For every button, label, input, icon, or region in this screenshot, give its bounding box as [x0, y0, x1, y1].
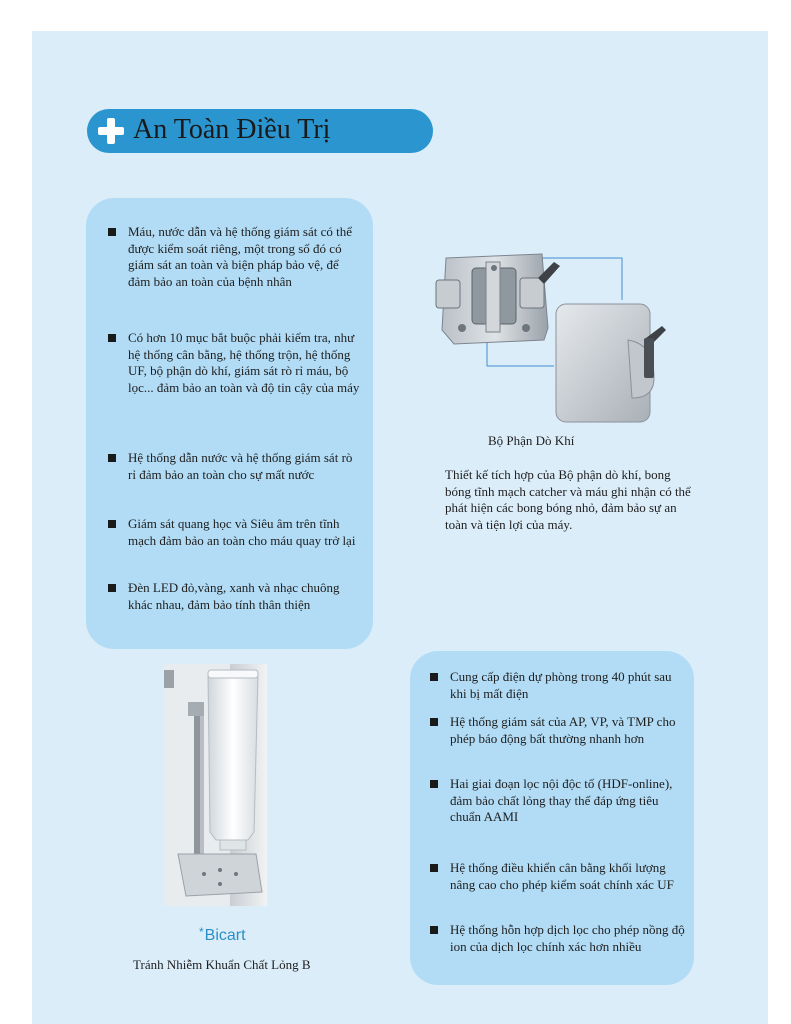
bullet-square-icon: [430, 780, 438, 788]
page-title: An Toàn Điều Trị: [133, 114, 331, 145]
list-item: Hệ thống dẫn nước và hệ thống giám sát rò rỉ đảm bảo an toàn cho sự mất nước: [108, 450, 363, 483]
bullet-square-icon: [108, 454, 116, 462]
list-item: Giám sát quang học và Siêu âm trên tĩnh mạch đảm bảo an toàn cho máu quay trở lại: [108, 516, 363, 549]
bicart-label-text: Bicart: [204, 927, 246, 944]
list-item: Hệ thống điều khiển cân bằng khối lượng nâng cao cho phép kiểm soát chính xác UF: [430, 860, 685, 893]
star-icon: *: [199, 925, 204, 939]
air-detector-caption: Bộ Phận Dò Khí: [488, 433, 575, 448]
bicart-label: [199, 925, 246, 945]
bullet-square-icon: [430, 718, 438, 726]
list-item: Hệ thống hỗn hợp dịch lọc cho phép nồng độ ion của dịch lọc chính xác hơn nhiều: [430, 922, 685, 955]
plus-icon: [98, 118, 124, 144]
bullet-square-icon: [108, 228, 116, 236]
list-item: Hệ thống giám sát của AP, VP, và TMP cho phép báo động bất thường nhanh hơn: [430, 714, 685, 747]
list-item: Có hơn 10 mục bắt buộc phải kiểm tra, như hệ thống cân bằng, hệ thống trộn, hệ thống UF, bộ phận dò khí, giám sát rò rỉ máu, bộ lọc... đảm bảo an toàn và độ tin cậy của máy: [108, 330, 363, 396]
bullet-square-icon: [108, 520, 116, 528]
list-item: Cung cấp điện dự phòng trong 40 phút sau khi bị mất điện: [430, 669, 685, 702]
air-detector-image: [432, 248, 670, 428]
air-detector-description: Thiết kế tích hợp của Bộ phận dò khí, bong bóng tĩnh mạch catcher và máu ghi nhận có thể phát hiện các bong bóng nhỏ, đảm bảo sự an toàn và tiện lợi của máy.: [445, 467, 691, 532]
bullet-square-icon: [430, 864, 438, 872]
bicart-image: [164, 664, 267, 906]
list-item: Máu, nước dẫn và hệ thống giám sát có thể được kiểm soát riêng, một trong số đó có giám sát an toàn và biện pháp bảo vệ, để đảm bảo an toàn của bệnh nhân: [108, 224, 363, 290]
bullet-square-icon: [430, 926, 438, 934]
list-item: Đèn LED đỏ,vàng, xanh và nhạc chuông khác nhau, đảm bảo tính thân thiện: [108, 580, 363, 613]
section-header: [87, 109, 433, 153]
bullet-square-icon: [108, 584, 116, 592]
bullet-square-icon: [430, 673, 438, 681]
bicart-caption: Tránh Nhiễm Khuẩn Chất Lỏng B: [133, 957, 311, 972]
list-item: Hai giai đoạn lọc nội độc tố (HDF-online), đảm bảo chất lỏng thay thế đáp ứng tiêu chuẩn AAMI: [430, 776, 685, 826]
bullet-square-icon: [108, 334, 116, 342]
